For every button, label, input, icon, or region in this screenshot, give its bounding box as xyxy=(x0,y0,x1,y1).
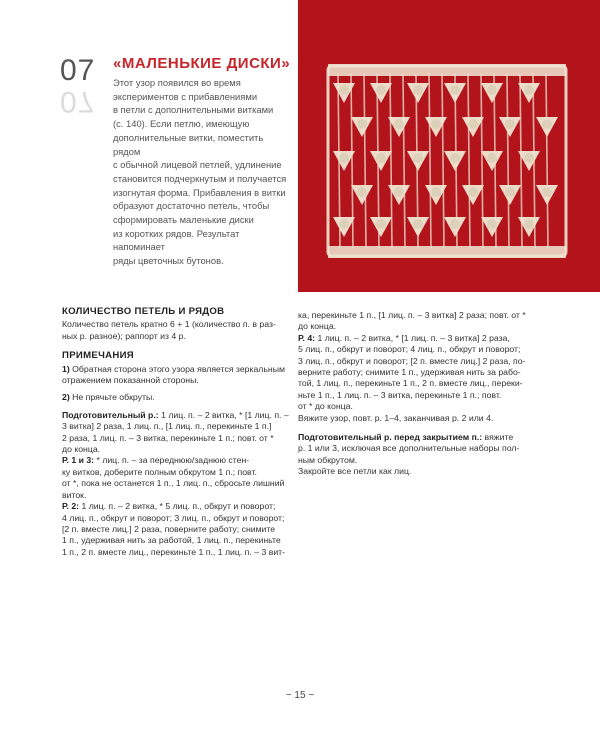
row-2-line: 1 п., 2 п. вместе лиц., перекиньте 1 п., 1 лиц. п. – 3 вит- xyxy=(62,546,286,557)
row-4-label: Р. 4: xyxy=(298,332,316,343)
stitch-count-heading: КОЛИЧЕСТВО ПЕТЕЛЬ И РЯДОВ xyxy=(62,306,225,317)
row-2-continued: до конца. xyxy=(298,321,337,332)
intro-line: с обычной лицевой петлей, удлинение xyxy=(113,159,282,171)
intro-line: в петли с дополнительными витками xyxy=(113,104,274,116)
note-1-text: Обратная сторона этого узора является зеркальным xyxy=(69,363,285,374)
pattern-number-reflection: 07 xyxy=(60,85,96,118)
prep-row xyxy=(62,410,294,421)
prep-row-line: 3 витка] 2 раза, 1 лиц. п., [1 лиц. п., перекиньте 1 п.] xyxy=(62,421,272,432)
notes-heading: ПРИМЕЧАНИЯ xyxy=(62,350,134,362)
row-2-line: 4 лиц. п., обкрут и поворот; 3 лиц. п., обкрут и поворот; xyxy=(62,512,285,523)
row-4-line: 5 лиц. п., обкрут и поворот; 4 лиц. п., обкрут и поворот; xyxy=(298,344,521,355)
repeat-instruction: Вяжите узор, повт. р. 1–4, заканчивая р. 2 или 4. xyxy=(298,412,494,423)
row-1-3-line: виток. xyxy=(62,489,87,500)
row-1-3-line: ку витков, доберите полным обкрутом 1 п.; повт. xyxy=(62,466,257,477)
row-4-line: ньте 1 п., 1 лиц. п. – 3 витка, перекиньте 1 п.; повт. xyxy=(298,389,502,400)
row-4-line: от * до конца. xyxy=(298,401,353,412)
pattern-header xyxy=(0,0,600,300)
row-1-3-label: Р. 1 и 3: xyxy=(62,455,95,466)
row-1-3-line: от *, пока не останется 1 п., 1 лиц. п., сбросьте лишний xyxy=(62,478,285,489)
intro-line: (с. 140). Если петлю, имеющую xyxy=(113,118,250,130)
intro-line: дополнительные витки, поместить рядом xyxy=(113,131,264,157)
intro-line: становится подчеркнутым и получается xyxy=(113,172,287,184)
page-number: ~ 15 ~ xyxy=(285,690,315,701)
bind-off-instruction: Закройте все петли как лиц. xyxy=(298,466,412,477)
pattern-title: «МАЛЕНЬКИЕ ДИСКИ» xyxy=(113,55,291,72)
row-2-line: 1 п., удерживая нить за работой, 1 лиц. п., перекиньте xyxy=(62,535,281,546)
row-1-3 xyxy=(62,455,294,466)
right-column xyxy=(298,310,530,478)
row-2-line: [2 п. вместе лиц.] 2 раза, поверните работу; снимите xyxy=(62,523,276,534)
note-2-text: Не прячьте обкруты. xyxy=(69,392,155,403)
note-1-cont: отражением показанной стороны. xyxy=(62,375,199,386)
pattern-intro xyxy=(113,76,293,268)
note-2-number: 2) xyxy=(62,392,70,403)
row-4-line: той, 1 лиц. п., перекиньте 1 п., 2 п. вместе лиц., переки- xyxy=(298,378,523,389)
row-2-label: Р. 2: xyxy=(62,501,80,512)
row-4-line: верните работу; снимите 1 п., удерживая нить за рабо- xyxy=(298,367,521,378)
pattern-number: 07 xyxy=(60,54,96,87)
prep-row-label: Подготовительный р.: xyxy=(62,409,159,420)
intro-line: ряды цветочных бутонов. xyxy=(113,255,224,267)
final-row-line: р. 1 или 3, исключая все дополнительные наборы пол- xyxy=(298,443,520,454)
final-row xyxy=(298,432,530,443)
left-column xyxy=(62,306,294,558)
row-2 xyxy=(62,501,294,512)
intro-line: экспериментов с прибавлениями xyxy=(113,90,258,102)
prep-row-line: до конца. xyxy=(62,444,101,455)
knitted-swatch-illustration xyxy=(298,0,600,292)
final-row-text: вяжите xyxy=(482,432,514,443)
final-row-label: Подготовительный р. перед закрытием п.: xyxy=(298,432,483,443)
intro-line: образуют достаточно петель, чтобы xyxy=(113,200,270,212)
row-2-continued: ка, перекиньте 1 п., [1 лиц. п. – 3 витка] 2 раза; повт. от * xyxy=(298,310,526,320)
note-1 xyxy=(62,364,294,375)
knitted-swatch-photo xyxy=(298,0,600,292)
row-4-line: 3 лиц. п., обкрут и поворот; [2 п. вместе лиц.] 2 раза, по- xyxy=(298,355,526,366)
stitch-count-line: ных р. разное); раппорт из 4 р. xyxy=(62,330,186,341)
row-1-3-text: * лиц. п. – за переднюю/заднюю стен- xyxy=(94,455,250,466)
intro-line: Этот узор появился во время xyxy=(113,77,241,88)
prep-row-text: 1 лиц. п. – 2 витка, * [1 лиц. п. – xyxy=(158,409,289,420)
intro-line: сформировать маленькие диски xyxy=(113,214,254,226)
intro-line: из коротких рядов. Результат напоминает xyxy=(113,227,240,253)
row-4-text: 1 лиц. п. – 2 витка, * [1 лиц. п. – 3 витка] 2 раза, xyxy=(315,332,510,343)
row-2-text: 1 лиц. п. – 2 витка, * 5 лиц. п., обкрут и поворот; xyxy=(79,501,276,512)
intro-line: изогнутая форма. Прибавления в витки xyxy=(113,186,286,198)
note-1-number: 1) xyxy=(62,363,70,374)
prep-row-line: 2 раза, 1 лиц. п. – 3 витка, перекиньте 1 п.; повт. от * xyxy=(62,432,274,443)
row-4 xyxy=(298,333,530,344)
final-row-line: ным обкрутом. xyxy=(298,454,358,465)
note-2 xyxy=(62,392,294,403)
stitch-count-line: Количество петель кратно 6 + 1 (количество п. в раз- xyxy=(62,319,276,330)
